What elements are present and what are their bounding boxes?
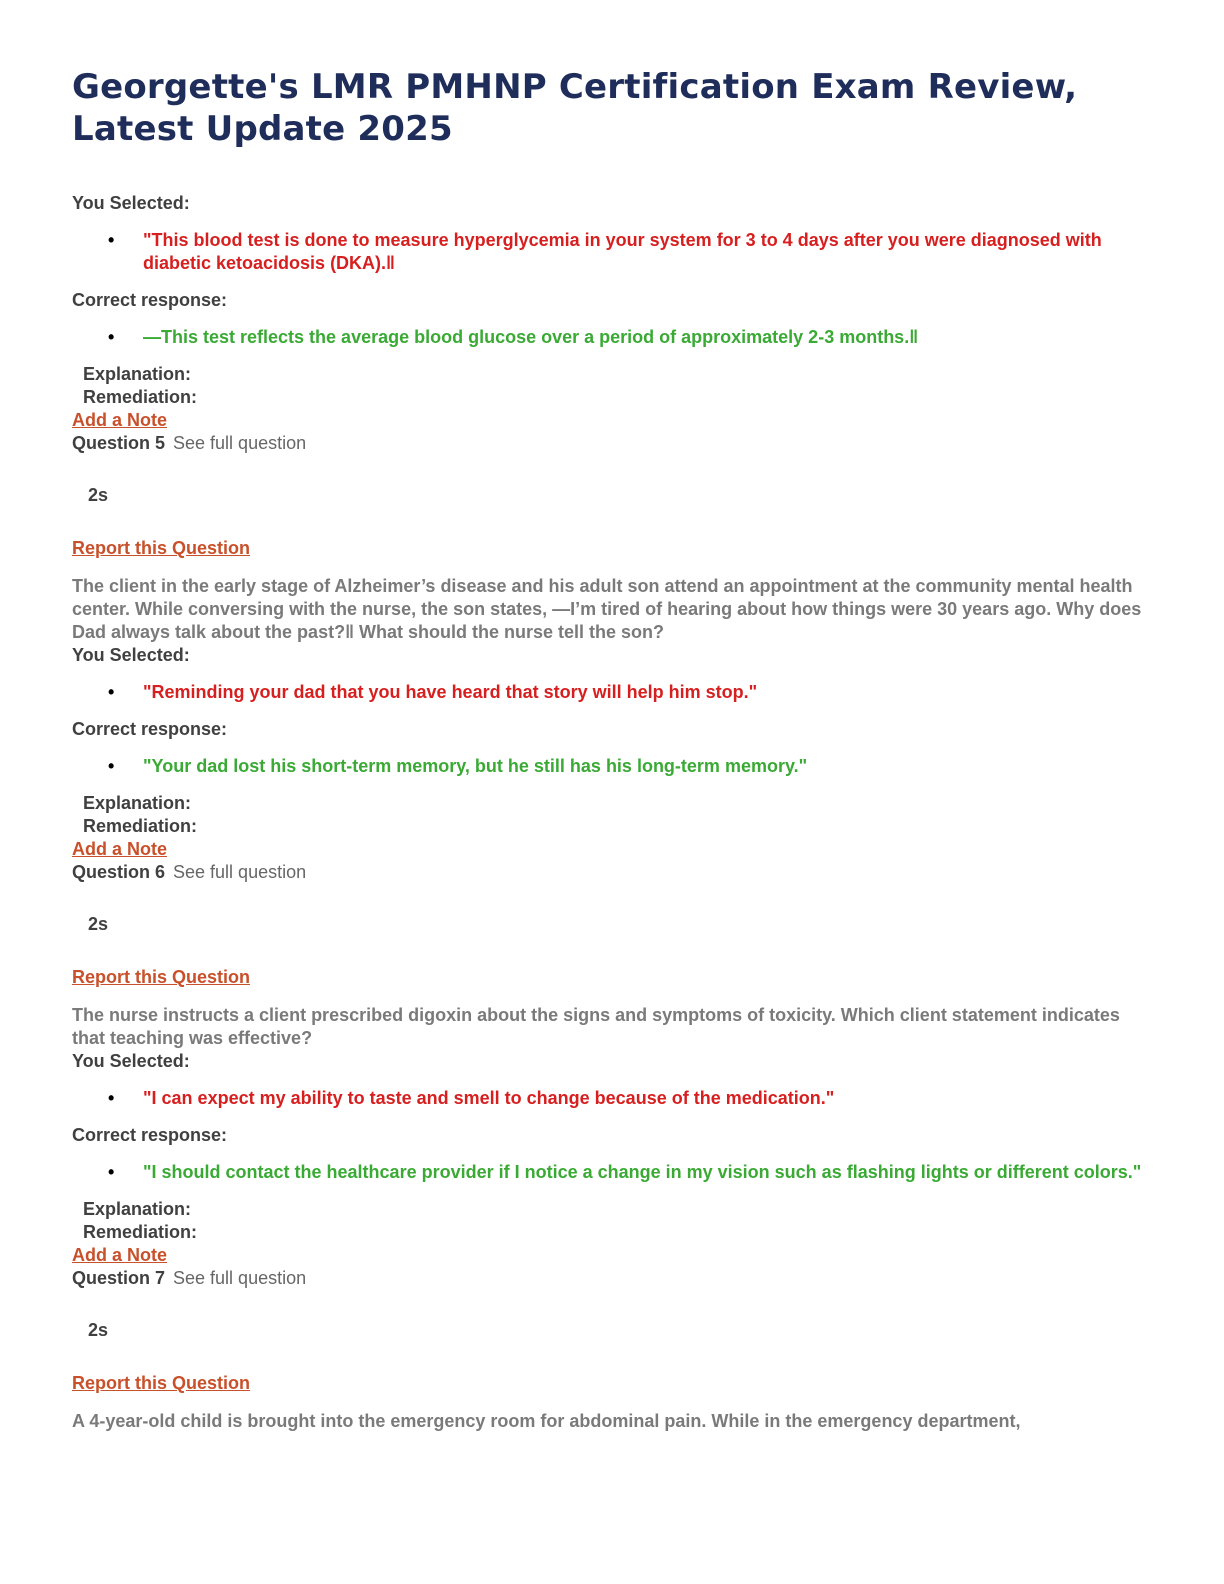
correct-answer-list <box>72 755 1152 778</box>
correct-answer <box>72 326 1152 349</box>
bullet-icon: • <box>108 756 115 776</box>
see-full-question-link[interactable]: See full question <box>173 433 307 453</box>
document-page <box>72 66 1152 1433</box>
document-title: Georgette's LMR PMHNP Certification Exam Review, Latest Update 2025 <box>72 67 1078 149</box>
question-4-result <box>72 192 1152 432</box>
selected-answer-list <box>72 1087 1152 1110</box>
question-header <box>72 1267 1152 1290</box>
question-stem: The nurse instructs a client prescribed digoxin about the signs and symptoms of toxicity. Which client statement indicates that teaching was effective? <box>72 1005 1120 1048</box>
correct-answer-text: "I should contact the healthcare provider if I notice a change in my vision such as flashing lights or different colors." <box>143 1162 1142 1182</box>
timer-value: 2s <box>88 1320 109 1340</box>
report-question-link[interactable]: Report this Question <box>72 1373 251 1393</box>
report-question-link[interactable]: Report this Question <box>72 967 251 987</box>
explanation-label: Explanation: <box>83 1199 192 1219</box>
correct-answer-text: ―This test reflects the average blood glucose over a period of approximately 2-3 months.‖ <box>143 327 919 347</box>
bullet-icon: • <box>108 1088 115 1108</box>
correct-answer <box>72 755 1152 778</box>
correct-answer-list <box>72 326 1152 349</box>
timer-value: 2s <box>88 914 109 934</box>
correct-response-label: Correct response: <box>72 719 228 739</box>
question-number: Question 6 <box>72 862 166 882</box>
selected-answer-text: "I can expect my ability to taste and smell to change because of the medication." <box>143 1088 835 1108</box>
timer-value: 2s <box>88 485 109 505</box>
add-note-link[interactable]: Add a Note <box>72 1245 168 1265</box>
correct-answer-text: "Your dad lost his short-term memory, but he still has his long-term memory." <box>143 756 808 776</box>
selected-answer-list <box>72 229 1152 275</box>
report-question-link[interactable]: Report this Question <box>72 538 251 558</box>
bullet-icon: • <box>108 1162 115 1182</box>
add-note-link[interactable]: Add a Note <box>72 410 168 430</box>
remediation-label: Remediation: <box>83 816 198 836</box>
selected-answer-list <box>72 681 1152 704</box>
question-7 <box>72 1267 1152 1433</box>
you-selected-label: You Selected: <box>72 645 190 665</box>
bullet-icon: • <box>108 230 115 250</box>
explanation-label: Explanation: <box>83 793 192 813</box>
question-number: Question 7 <box>72 1268 166 1288</box>
bullet-icon: • <box>108 682 115 702</box>
question-header <box>72 861 1152 884</box>
question-6 <box>72 861 1152 1267</box>
selected-answer-text: "This blood test is done to measure hyperglycemia in your system for 3 to 4 days after you were diagnosed with diabetic ketoacidosis (DKA).‖ <box>143 230 1102 273</box>
see-full-question-link[interactable]: See full question <box>173 862 307 882</box>
correct-response-label: Correct response: <box>72 290 228 310</box>
question-stem: A 4-year-old child is brought into the emergency room for abdominal pain. While in the emergency department, <box>72 1411 1021 1431</box>
you-selected-label: You Selected: <box>72 193 190 213</box>
remediation-label: Remediation: <box>83 1222 198 1242</box>
correct-answer-list <box>72 1161 1152 1184</box>
remediation-label: Remediation: <box>83 387 198 407</box>
you-selected-label: You Selected: <box>72 1051 190 1071</box>
see-full-question-link[interactable]: See full question <box>173 1268 307 1288</box>
selected-answer <box>72 1087 1152 1110</box>
correct-answer <box>72 1161 1152 1184</box>
selected-answer <box>72 229 1152 275</box>
bullet-icon: • <box>108 327 115 347</box>
question-header <box>72 432 1152 455</box>
add-note-link[interactable]: Add a Note <box>72 839 168 859</box>
selected-answer-text: "Reminding your dad that you have heard that story will help him stop." <box>143 682 758 702</box>
correct-response-label: Correct response: <box>72 1125 228 1145</box>
question-stem: The client in the early stage of Alzheimer’s disease and his adult son attend an appointment at the community mental health center. While conversing with the nurse, the son states, ―I’m tired of hearing about how things were 30 years ago. Why does Dad always talk about the past?‖ What should the nurse tell the son? <box>72 576 1142 642</box>
question-5 <box>72 432 1152 861</box>
question-number: Question 5 <box>72 433 166 453</box>
selected-answer <box>72 681 1152 704</box>
explanation-label: Explanation: <box>83 364 192 384</box>
